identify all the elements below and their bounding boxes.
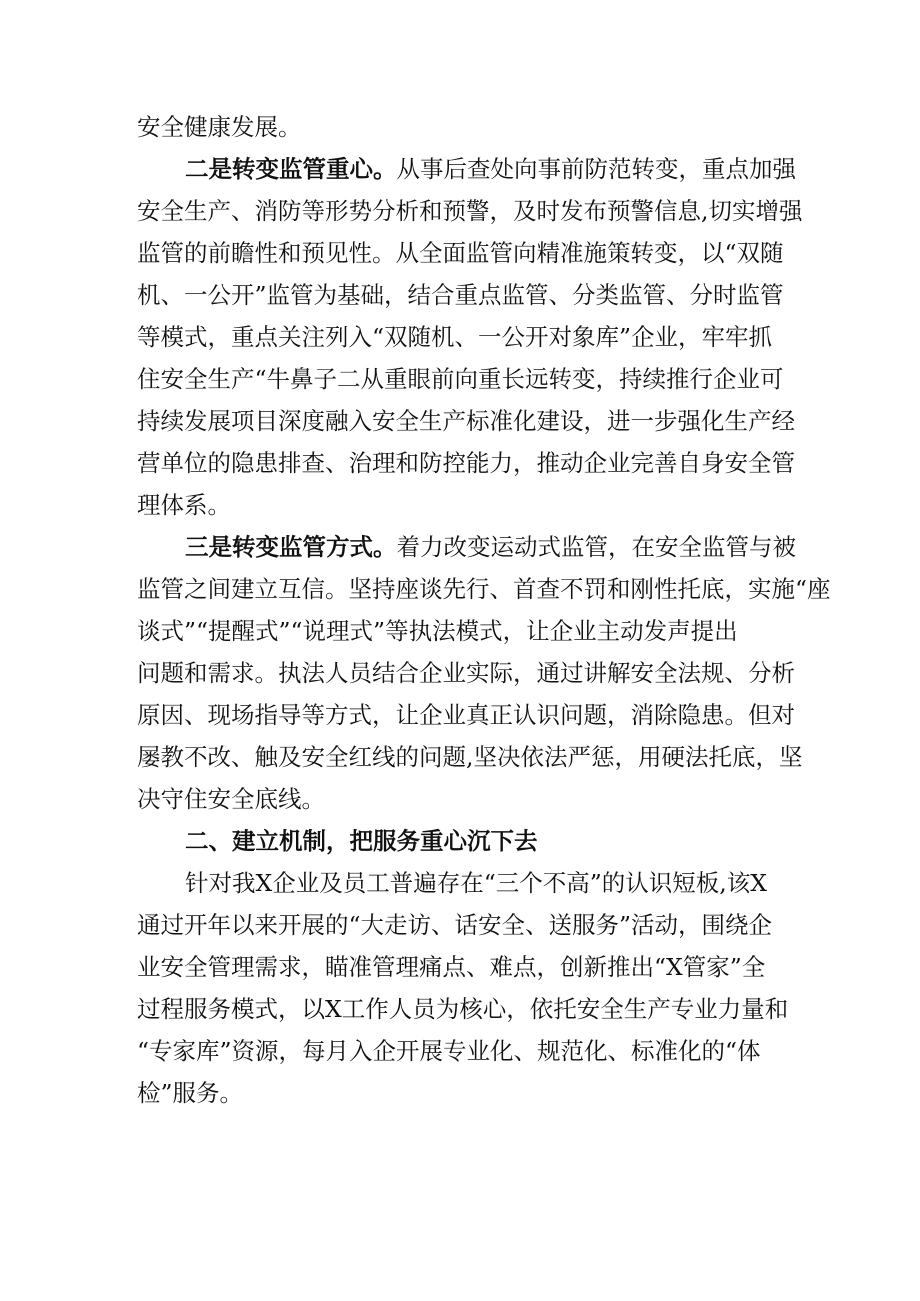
paragraph-lead: 二是转变监管重心。 [185,155,397,183]
paragraph-line [137,526,796,568]
paragraph-line: 持续发展项目深度融入安全生产标准化建设，进一步强化生产经 [137,407,795,435]
paragraph-line: 监管之间建立互信。坚持座谈先行、首查不罚和刚性托底，实施“座 [137,575,831,603]
paragraph-line: 等模式，重点关注列入“双随机、一公开对象库”企业，牢牢抓 [137,323,773,351]
paragraph-line: 针对我X企业及员工普遍存在“三个不高”的认识短板,该X [185,869,767,897]
document-body [137,106,831,1114]
paragraph-line: 理体系。 [137,491,231,519]
section-heading: 二、建立机制，把服务重心沉下去 [185,827,538,855]
paragraph-text: 着力改变运动式监管，在安全监管与被 [396,533,796,561]
paragraph-line: 机、一公开”监管为基础，结合重点监管、分类监管、分时监管 [137,281,784,309]
paragraph-line [137,148,796,190]
paragraph-line: 通过开年以来开展的“大走访、话安全、送服务”活动，围绕企 [137,911,773,939]
paragraph-lead: 三是转变监管方式。 [185,533,397,561]
paragraph-line: “专家库”资源，每月入企开展专业化、规范化、标准化的“体 [137,1037,761,1065]
paragraph-line: 安全生产、消防等形势分析和预警，及时发布预警信息,切实增强 [137,197,803,225]
paragraph-line: 住安全生产“牛鼻子二从重眼前向重长远转变，持续推行企业可 [137,365,784,393]
paragraph-line: 业安全管理需求，瞄准管理痛点、难点，创新推出“X管家”全 [137,953,766,981]
paragraph-line: 安全健康发展。 [137,113,302,141]
paragraph-line: 营单位的隐患排查、治理和防控能力，推动企业完善自身安全管 [137,449,795,477]
paragraph-line: 监管的前瞻性和预见性。从全面监管向精准施策转变，以“双随 [137,239,784,267]
paragraph-line: 决守住安全底线。 [137,785,325,813]
paragraph-line: 谈式”“提醒式”“说理式”等执法模式，让企业主动发声提出 [137,617,738,645]
paragraph-line: 屡教不改、触及安全红线的问题,坚决依法严惩，用硬法托底，坚 [137,743,803,771]
paragraph-line: 问题和需求。执法人员结合企业实际，通过讲解安全法规、分析 [137,659,795,687]
paragraph-line: 检”服务。 [137,1079,244,1107]
paragraph-line: 过程服务模式，以X工作人员为核心，依托安全生产专业力量和 [137,995,789,1023]
paragraph-line: 原因、现场指导等方式，让企业真正认识问题，消除隐患。但对 [137,701,795,729]
paragraph-text: 从事后查处向事前防范转变，重点加强 [396,155,796,183]
